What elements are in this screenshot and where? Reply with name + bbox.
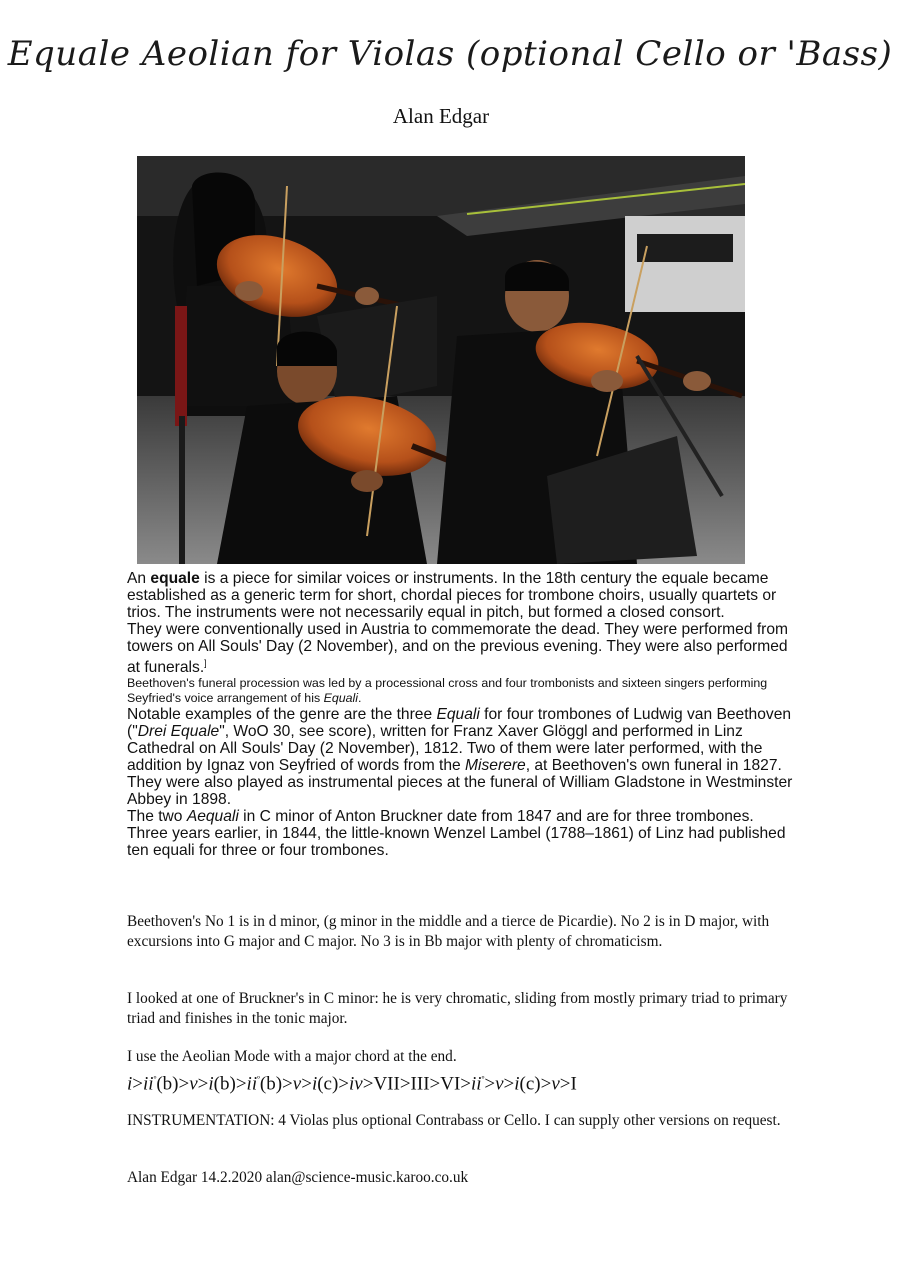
prog-token: > [484, 1073, 496, 1095]
text-run: . [358, 691, 362, 706]
prog-token: ii [143, 1073, 154, 1095]
prog-token: º [153, 1074, 157, 1084]
footnote-mark: ] [204, 658, 207, 668]
note-aeolian: I use the Aeolian Mode with a major chord at the end. [127, 1048, 457, 1065]
note-instrumentation: INSTRUMENTATION: 4 Violas plus optional Contrabass or Cello. I can supply other versions on request. [127, 1112, 781, 1129]
prog-token: v [292, 1073, 302, 1095]
text-run: is a piece for similar voices or instruments. In the 18th century the equale became established as a generic term for short, chordal pieces for trombone choirs, usually quartets or trios. The instruments were not necessarily equal in pitch, but formed a closed consort. [127, 570, 777, 621]
intro-paragraph-2 [127, 621, 797, 676]
prog-token: iv [349, 1073, 363, 1095]
prog-token: i [514, 1073, 520, 1095]
photo-viola-players [137, 156, 745, 564]
term-equale: equale [150, 570, 200, 587]
note-beethoven: Beethoven's No 1 is in d minor, (g minor in the middle and a tierce de Picardie). No 2 is in D major, with excursions into G major and C major. No 3 is in Bb major with plenty of chromaticism. [127, 913, 770, 950]
prog-token: v [495, 1073, 504, 1095]
italic-run: Equali [323, 691, 359, 706]
text-run: for four trombones of Ludwig van Beethoven (" [127, 706, 792, 741]
text-run: , at Beethoven's own funeral in 1827. They were also played as instrumental pieces at the funeral of William Gladstone in Westminster Abbey in 1898. [127, 757, 793, 809]
prog-token: >I [559, 1073, 577, 1095]
intro-paragraph-1 [127, 570, 797, 621]
text-run: Beethoven's funeral procession was led by a processional cross and four trombonists and sixteen singers performing Seyfried's voice arrangement of his [127, 676, 768, 706]
prog-token: ii [246, 1073, 258, 1095]
prog-token: º [257, 1074, 260, 1084]
photo-illustration [137, 156, 745, 564]
italic-run: Miserere [465, 757, 526, 775]
prog-token: v [551, 1073, 560, 1095]
italic-run: Drei Equale [137, 723, 220, 741]
intro-paragraph-5 [127, 808, 797, 859]
text-run: The two [127, 808, 187, 826]
intro-section [127, 570, 797, 859]
prog-token: (c)> [519, 1073, 552, 1095]
prog-token: > [301, 1073, 312, 1095]
prog-token: (b)> [259, 1073, 293, 1095]
prog-token: i [208, 1073, 214, 1095]
italic-run: Aequali [186, 808, 239, 826]
text-run: in C minor of Anton Bruckner date from 1847 and are for three trombones. Three years earlier, in 1844, the little-known Wenzel Lambel (1788–1861) of Linz had published ten equali for three or four trombones. [127, 808, 786, 860]
page-title: Equale Aeolian for Violas (optional Cello or 'Bass) [7, 34, 893, 74]
prog-token: i [127, 1073, 133, 1095]
italic-run: Equali [436, 706, 480, 724]
text-run: An [127, 570, 151, 587]
prog-token: v [189, 1073, 198, 1095]
prog-token: (c)> [317, 1073, 350, 1095]
prog-token: (b)> [213, 1073, 247, 1095]
prog-token: (b)> [156, 1073, 190, 1095]
prog-token: > [132, 1073, 143, 1095]
intro-paragraph-4 [127, 706, 797, 808]
prog-token: > [197, 1073, 209, 1095]
prog-token: ii [471, 1073, 482, 1095]
prog-token: >VII>III>VI> [362, 1073, 472, 1095]
text-run: Notable examples of the genre are the three [127, 706, 437, 724]
prog-token: i [311, 1073, 318, 1095]
text-run: ", WoO 30, see score), written for Franz Xaver Glöggl and performed in Linz Cathedral on All Souls' Day (2 November), 1812. Two of them were later performed, with the addition by Ignaz von Seyfried of words from the [127, 723, 763, 775]
prog-token: º [481, 1074, 485, 1084]
author-name: Alan Edgar [392, 104, 490, 128]
text-run: They were conventionally used in Austria to commemorate the dead. They were performed from towers on All Souls' Day (2 November), and on the previous evening. They were also performed at funerals. [127, 621, 789, 677]
note-bruckner: I looked at one of Bruckner's in C minor: he is very chromatic, sliding from mostly primary triad to primary triad and finishes in the tonic major. [127, 990, 788, 1027]
intro-paragraph-3 [127, 676, 797, 706]
signature-line: Alan Edgar 14.2.2020 alan@science-music.karoo.co.uk [127, 1169, 469, 1186]
prog-token: > [503, 1073, 515, 1095]
chord-progression [127, 1067, 807, 1096]
